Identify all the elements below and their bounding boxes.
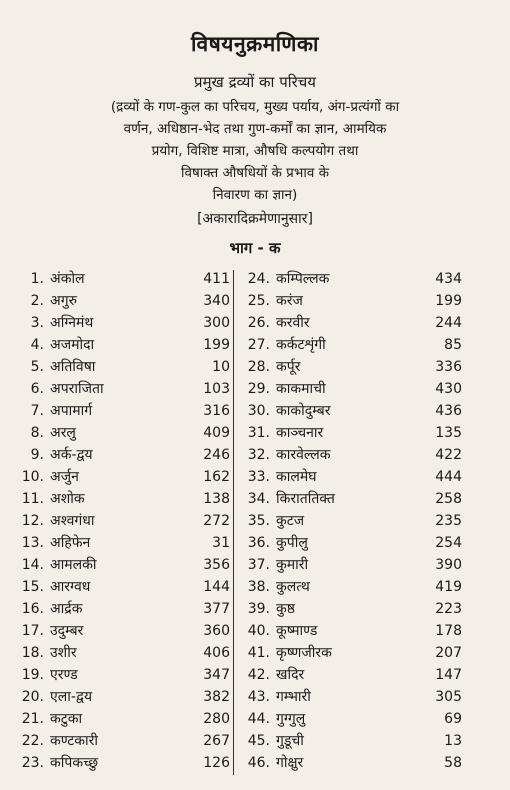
description-line: वर्णन, अधिष्ठान-भेद तथा गुण-कर्मों का ज्ञान, आमयिक (123, 121, 387, 137)
index-entry (14, 620, 230, 642)
entry-number: 34. (247, 491, 270, 507)
entry-number: 30. (247, 403, 270, 419)
entry-number: 12. (21, 513, 44, 529)
entry-page-number: 430 (435, 381, 462, 397)
entry-name: कुमारी (276, 557, 309, 573)
entry-name: कूष्माण्ड (276, 623, 318, 639)
description-line: विषाक्त औषधियों के प्रभाव के (180, 165, 330, 181)
index-entry (240, 400, 462, 422)
index-entry (240, 334, 462, 356)
entry-page-number: 178 (435, 623, 462, 639)
entry-name: कालमेघ (276, 469, 317, 485)
index-entry (240, 620, 462, 642)
index-column-right (240, 268, 462, 774)
index-entry (240, 356, 462, 378)
entry-name: गुग्गुलु (276, 711, 306, 727)
index-entry (14, 730, 230, 752)
index-entry (14, 444, 230, 466)
entry-page-number: 360 (203, 623, 230, 639)
entry-number: 31. (247, 425, 270, 441)
entry-number: 27. (247, 337, 270, 353)
entry-number: 2. (30, 293, 44, 309)
entry-name: गोक्षुर (276, 755, 304, 771)
entry-page-number: 223 (435, 601, 462, 617)
entry-page-number: 406 (203, 645, 230, 661)
entry-number: 22. (21, 733, 44, 749)
entry-page-number: 422 (435, 447, 462, 463)
page-subtitle: प्रमुख द्रव्यों का परिचय (194, 73, 316, 91)
description-line: (द्रव्यों के गण-कुल का परिचय, मुख्य पर्याय, अंग-प्रत्यंगों का (110, 99, 400, 115)
entry-name: अतिविषा (50, 359, 96, 375)
entry-page-number: 103 (203, 381, 230, 397)
entry-name: अरलु (50, 425, 76, 441)
index-entry (240, 532, 462, 554)
entry-number: 21. (21, 711, 44, 727)
section-title: भाग - क (229, 239, 281, 257)
index-entry (240, 642, 462, 664)
entry-number: 15. (21, 579, 44, 595)
entry-number: 13. (21, 535, 44, 551)
entry-page-number: 382 (203, 689, 230, 705)
index-entry (240, 664, 462, 686)
entry-page-number: 207 (435, 645, 462, 661)
entry-name: अजमोदा (50, 337, 95, 353)
index-entry (14, 554, 230, 576)
entry-name: उशीर (50, 645, 77, 661)
entry-name: कपिकच्छु (50, 755, 99, 771)
index-entry (14, 488, 230, 510)
index-entry (14, 664, 230, 686)
entry-page-number: 336 (435, 359, 462, 375)
entry-page-number: 272 (203, 513, 230, 529)
index-entry (240, 752, 462, 774)
entry-name: काञ्चनार (276, 425, 324, 441)
entry-number: 44. (247, 711, 270, 727)
entry-number: 5. (30, 359, 44, 375)
entry-page-number: 377 (203, 601, 230, 617)
index-entry (14, 686, 230, 708)
entry-name: काकमाची (276, 381, 326, 397)
entry-name: कर्पूर (276, 359, 301, 375)
entry-number: 3. (30, 315, 44, 331)
index-column-left (14, 268, 230, 774)
entry-number: 1. (30, 271, 44, 287)
index-entry (14, 532, 230, 554)
index-entry (14, 752, 230, 774)
index-entry (14, 378, 230, 400)
index-entry (14, 466, 230, 488)
entry-name: किराततिक्त (276, 491, 335, 507)
entry-number: 42. (247, 667, 270, 683)
entry-name: अर्क-द्वय (50, 447, 93, 463)
entry-page-number: 244 (435, 315, 462, 331)
entry-page-number: 267 (203, 733, 230, 749)
entry-number: 26. (247, 315, 270, 331)
entry-name: अपराजिता (50, 381, 104, 397)
entry-number: 35. (247, 513, 270, 529)
entry-number: 6. (30, 381, 44, 397)
entry-name: कृष्णजीरक (276, 645, 332, 661)
entry-number: 24. (247, 271, 270, 287)
entry-name: करंज (276, 293, 303, 309)
index-entry (240, 730, 462, 752)
index-entry (14, 312, 230, 334)
entry-number: 32. (247, 447, 270, 463)
entry-name: अशोक (50, 491, 85, 507)
entry-page-number: 258 (435, 491, 462, 507)
index-entry (240, 422, 462, 444)
entry-number: 10. (21, 469, 44, 485)
entry-name: गम्भारी (276, 689, 311, 705)
index-entry (14, 576, 230, 598)
entry-page-number: 69 (444, 711, 462, 727)
page-title: विषयनुक्रमणिका (191, 32, 319, 56)
entry-number: 16. (21, 601, 44, 617)
index-entry (240, 378, 462, 400)
entry-name: गुडूची (276, 733, 304, 749)
entry-page-number: 13 (444, 733, 462, 749)
entry-name: अगुरु (50, 293, 77, 309)
entry-page-number: 436 (435, 403, 462, 419)
entry-page-number: 444 (435, 469, 462, 485)
entry-page-number: 390 (435, 557, 462, 573)
index-entry (240, 686, 462, 708)
entry-name: कर्कटशृंगी (276, 337, 326, 353)
entry-name: कुटज (276, 513, 305, 529)
entry-name: अंकोल (50, 271, 85, 287)
entry-page-number: 316 (203, 403, 230, 419)
entry-name: खदिर (276, 667, 305, 683)
entry-name: कुपीलु (276, 535, 308, 551)
index-entry (14, 268, 230, 290)
index-entry (240, 576, 462, 598)
entry-page-number: 340 (203, 293, 230, 309)
entry-number: 33. (247, 469, 270, 485)
entry-page-number: 199 (203, 337, 230, 353)
entry-number: 4. (30, 337, 44, 353)
index-entry (240, 268, 462, 290)
entry-name: कुष्ठ (276, 601, 295, 617)
entry-name: आमलकी (50, 557, 97, 573)
entry-page-number: 280 (203, 711, 230, 727)
entry-number: 28. (247, 359, 270, 375)
entry-number: 20. (21, 689, 44, 705)
entry-number: 41. (247, 645, 270, 661)
entry-number: 46. (247, 755, 270, 771)
entry-number: 39. (247, 601, 270, 617)
index-entry (240, 312, 462, 334)
entry-page-number: 419 (435, 579, 462, 595)
entry-page-number: 254 (435, 535, 462, 551)
entry-number: 23. (21, 755, 44, 771)
index-entry (240, 708, 462, 730)
entry-number: 18. (21, 645, 44, 661)
index-entry (14, 356, 230, 378)
entry-name: उदुम्बर (50, 623, 84, 639)
index-entry (240, 290, 462, 312)
entry-page-number: 199 (435, 293, 462, 309)
index-entry (240, 510, 462, 532)
entry-number: 19. (21, 667, 44, 683)
entry-page-number: 135 (435, 425, 462, 441)
entry-name: आर्द्रक (50, 601, 83, 617)
column-divider (233, 270, 234, 775)
index-entry (14, 510, 230, 532)
index-entry (14, 708, 230, 730)
entry-name: कटुका (50, 711, 83, 727)
order-note: [अकारादिक्रमेणानुसार] (197, 211, 313, 227)
entry-name: करवीर (276, 315, 310, 331)
entry-name: अहिफेन (50, 535, 91, 551)
entry-page-number: 147 (435, 667, 462, 683)
index-entry (14, 598, 230, 620)
entry-number: 17. (21, 623, 44, 639)
entry-number: 45. (247, 733, 270, 749)
entry-number: 11. (21, 491, 44, 507)
entry-name: काकोदुम्बर (276, 403, 331, 419)
entry-name: कारवेल्लक (276, 447, 331, 463)
entry-number: 8. (30, 425, 44, 441)
description-line: प्रयोग, विशिष्ट मात्रा, औषधि कल्पयोग तथा (151, 143, 359, 159)
entry-name: कुलत्थ (276, 579, 310, 595)
entry-name: अग्निमंथ (50, 315, 94, 331)
entry-page-number: 144 (203, 579, 230, 595)
entry-name: अर्जुन (50, 469, 79, 485)
index-entry (240, 488, 462, 510)
entry-number: 43. (247, 689, 270, 705)
entry-number: 37. (247, 557, 270, 573)
index-entry (14, 290, 230, 312)
index-entry (14, 422, 230, 444)
entry-page-number: 409 (203, 425, 230, 441)
entry-page-number: 85 (444, 337, 462, 353)
entry-page-number: 305 (435, 689, 462, 705)
entry-name: अश्वगंधा (50, 513, 95, 529)
index-entry (240, 598, 462, 620)
entry-number: 29. (247, 381, 270, 397)
index-entry (14, 334, 230, 356)
index-entry (14, 642, 230, 664)
entry-number: 40. (247, 623, 270, 639)
entry-page-number: 246 (203, 447, 230, 463)
entry-name: एला-द्वय (50, 689, 93, 705)
entry-number: 7. (30, 403, 44, 419)
entry-page-number: 126 (203, 755, 230, 771)
description-line: निवारण का ज्ञान) (212, 187, 298, 203)
entry-page-number: 31 (212, 535, 230, 551)
entry-page-number: 347 (203, 667, 230, 683)
entry-page-number: 162 (203, 469, 230, 485)
entry-page-number: 356 (203, 557, 230, 573)
index-entry (240, 444, 462, 466)
entry-number: 9. (30, 447, 44, 463)
entry-name: अपामार्ग (50, 403, 93, 419)
entry-number: 36. (247, 535, 270, 551)
entry-page-number: 434 (435, 271, 462, 287)
entry-name: एरण्ड (50, 667, 78, 683)
index-entry (14, 400, 230, 422)
entry-page-number: 235 (435, 513, 462, 529)
entry-name: कण्टकारी (50, 733, 99, 749)
description-block (30, 96, 480, 206)
entry-name: आरग्वध (50, 579, 91, 595)
entry-page-number: 138 (203, 491, 230, 507)
entry-page-number: 300 (203, 315, 230, 331)
entry-page-number: 411 (203, 271, 230, 287)
entry-name: कम्पिल्लक (276, 271, 330, 287)
entry-page-number: 58 (444, 755, 462, 771)
entry-number: 25. (247, 293, 270, 309)
index-entry (240, 554, 462, 576)
index-entry (240, 466, 462, 488)
entry-number: 14. (21, 557, 44, 573)
entry-page-number: 10 (212, 359, 230, 375)
entry-number: 38. (247, 579, 270, 595)
